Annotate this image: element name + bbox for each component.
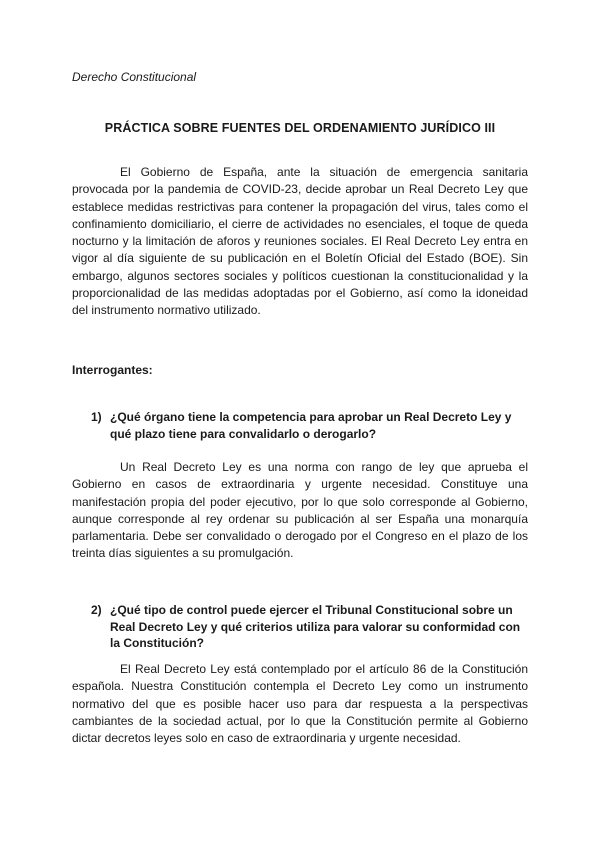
question-1-number: 1) [91, 410, 102, 424]
question-2-number: 2) [91, 603, 102, 617]
header-label: Derecho Constitucional [72, 70, 197, 84]
question-1-text: ¿Qué órgano tiene la competencia para aprobar un Real Decreto Ley y qué plazo tiene para convalidarlo o derogarlo? [110, 410, 512, 441]
answer-2-paragraph: El Real Decreto Ley está contemplado por el artículo 86 de la Constitución española. Nuestra Constitución contempla el Decreto Ley como un instrumento normativo del que es posible hacer uso para dar respuesta a la perspectivas cambiantes de la sociedad actual, por lo que la Constitución permite al Gobierno dictar decretos leyes solo en caso de extraordinaria y urgente necesidad. [72, 662, 528, 746]
page-title: PRÁCTICA SOBRE FUENTES DEL ORDENAMIENTO JURÍDICO III [104, 121, 496, 135]
question-2-text: ¿Qué tipo de control puede ejercer el Tribunal Constitucional sobre un Real Decreto Ley y qué criterios utiliza para valorar su conformidad con la Constitución? [110, 603, 521, 650]
question-1 [91, 409, 528, 442]
section-label: Interrogantes: [72, 363, 153, 377]
question-2 [91, 602, 528, 652]
answer-1-paragraph: Un Real Decreto Ley es una norma con rango de ley que aprueba el Gobierno en casos de extraordinaria y urgente necesidad. Constituye una manifestación propia del poder ejecutivo, por lo que solo corresponde al Gobierno, aunque corresponde al rey ordenar su publicación al ser España una monarquía parlamentaria. Debe ser convalidado o derogado por el Congreso en el plazo de los treinta días siguientes a su promulgación. [72, 460, 528, 561]
intro-paragraph: El Gobierno de España, ante la situación de emergencia sanitaria provocada por la pandemia de COVID-23, decide aprobar un Real Decreto Ley que establece medidas restrictivas para contener la propagación del virus, tales como el confinamiento domiciliario, el cierre de actividades no esenciales, el toque de queda nocturno y la limitación de aforos y reuniones sociales. El Real Decreto Ley entra en vigor al día siguiente de su publicación en el Boletín Oficial del Estado (BOE). Sin embargo, algunos sectores sociales y políticos cuestionan la constitucionalidad y la proporcionalidad de las medidas adoptadas por el Gobierno, así como la idoneidad del instrumento normativo utilizado. [72, 165, 528, 318]
